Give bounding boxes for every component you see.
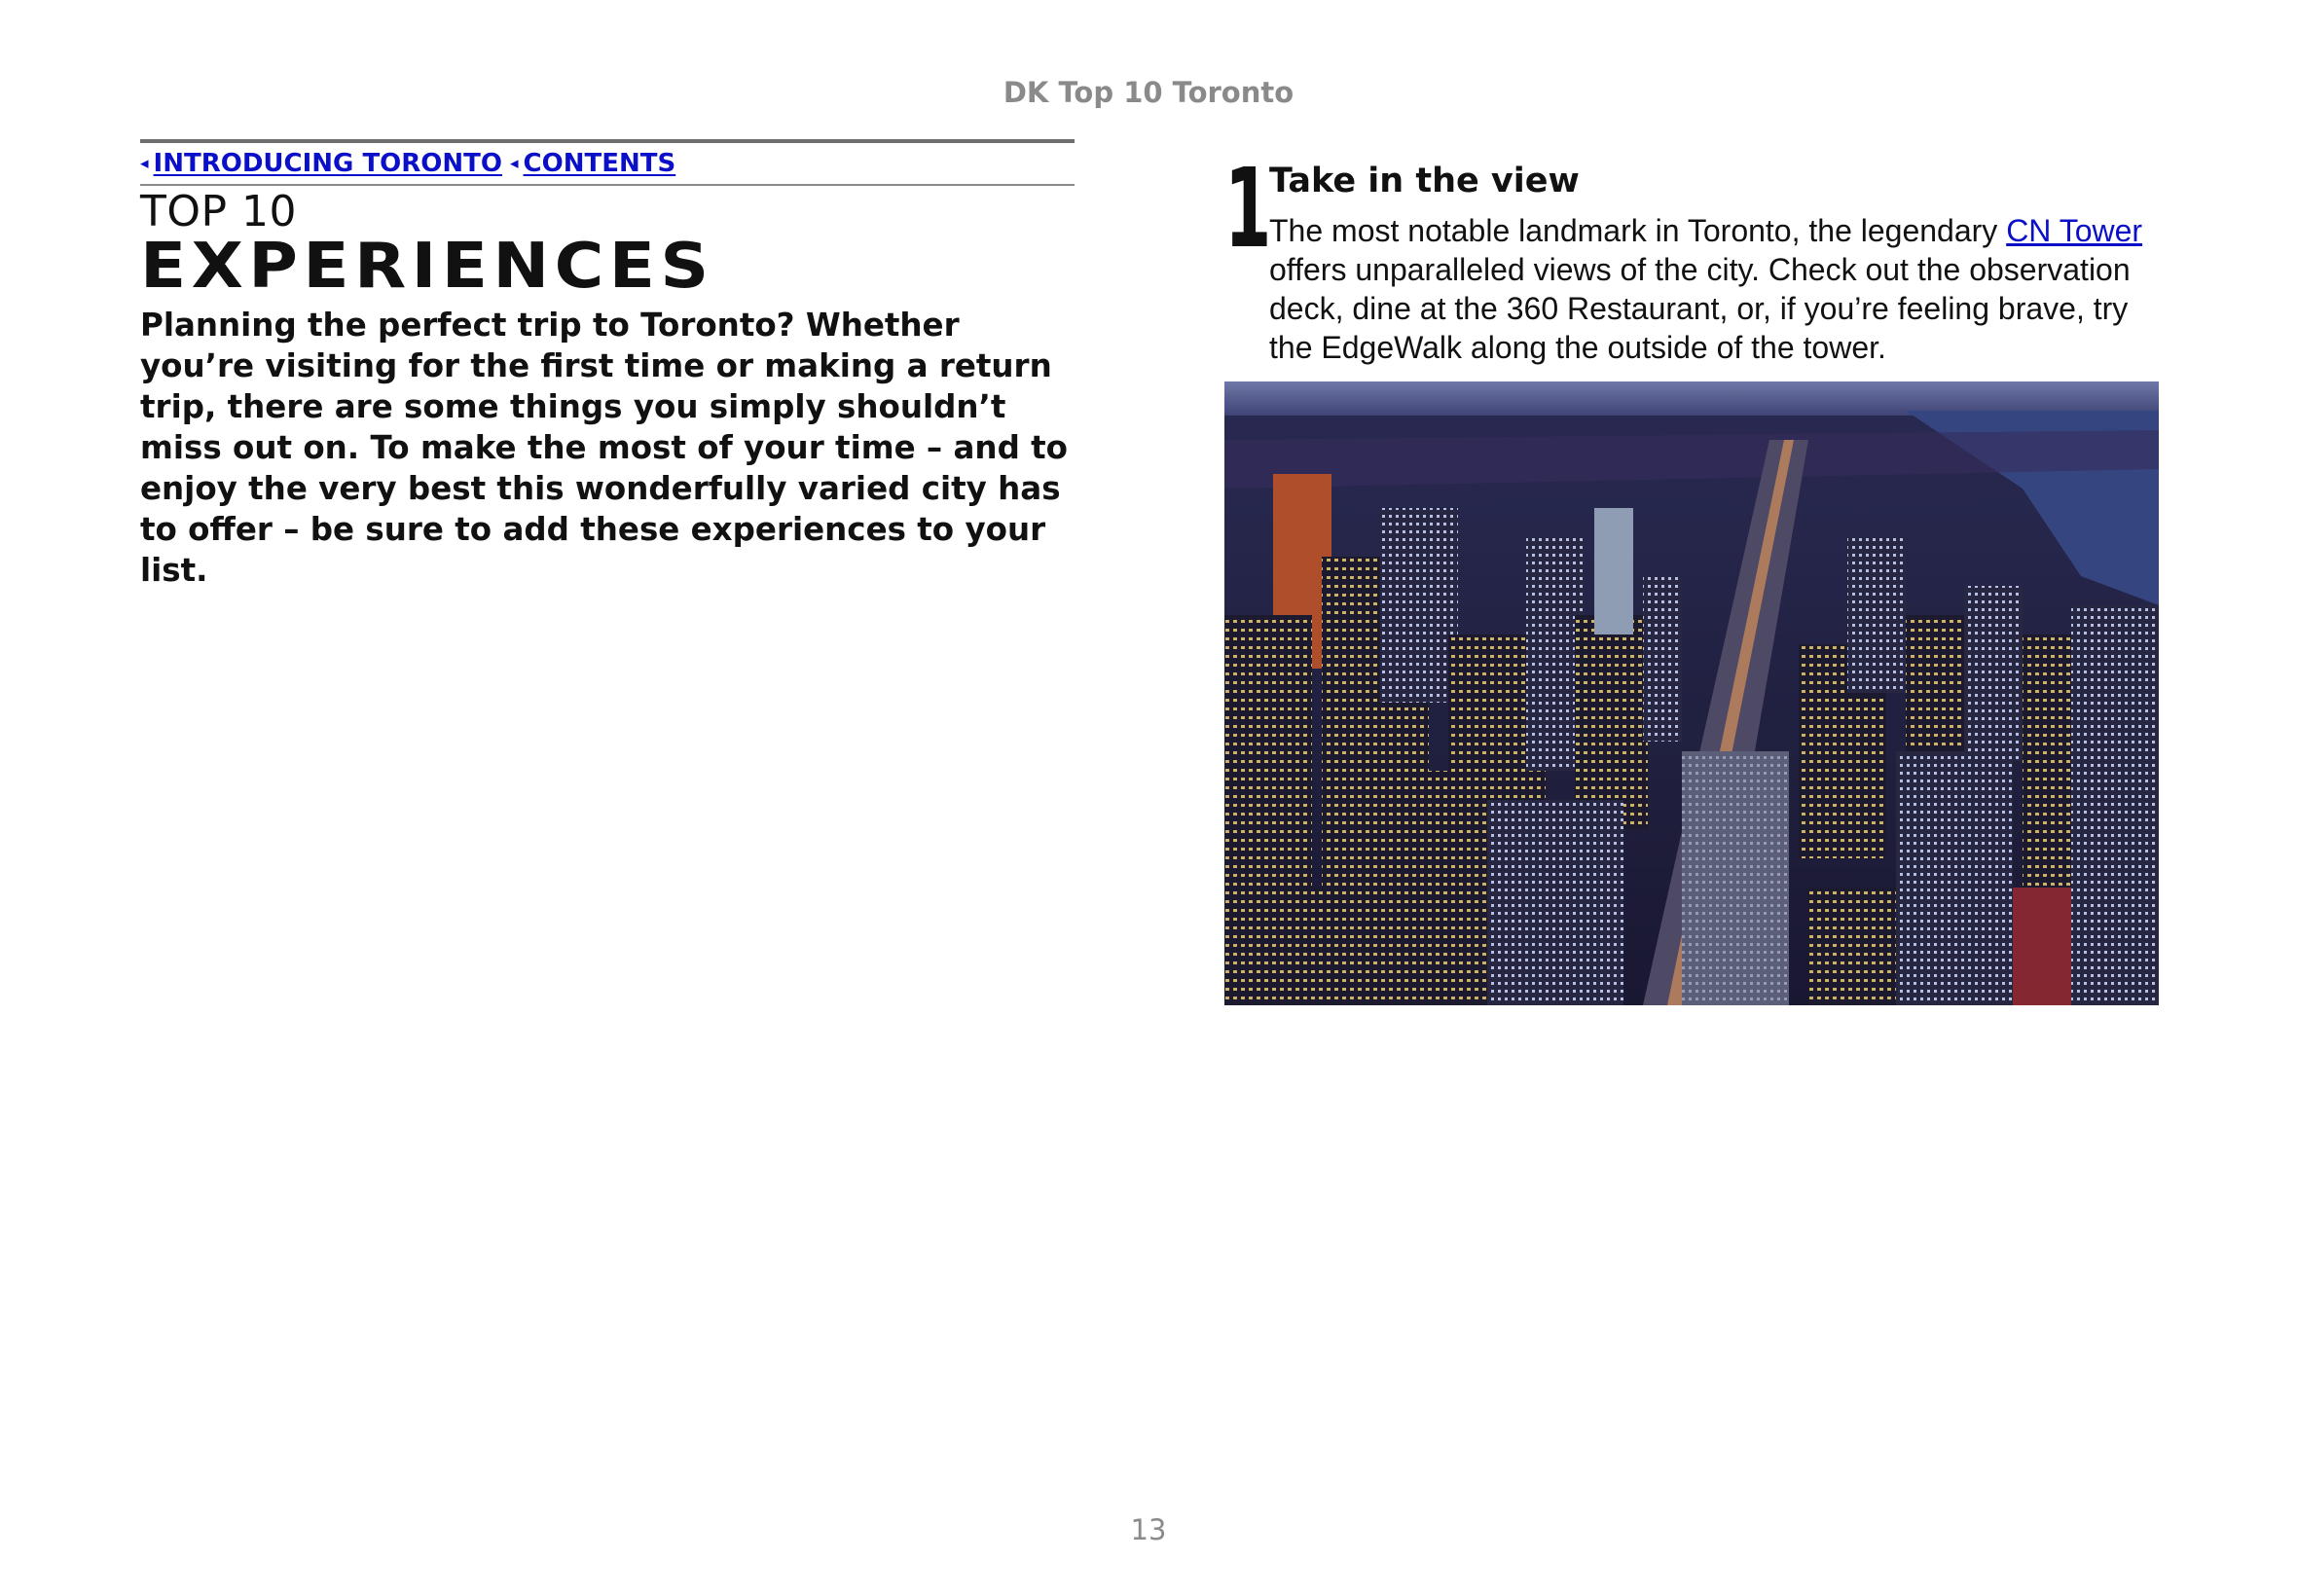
item-number: 1 bbox=[1224, 146, 1272, 272]
section-kicker: TOP 10 bbox=[140, 187, 298, 236]
section-title: EXPERIENCES bbox=[140, 231, 714, 303]
city-night-image bbox=[1224, 381, 2159, 1005]
back-arrow-icon: ◂ bbox=[510, 154, 519, 173]
left-column bbox=[140, 139, 1075, 591]
back-arrow-icon: ◂ bbox=[140, 154, 149, 173]
toronto-skyline-photo bbox=[1224, 381, 2159, 1005]
item-text-after-link: offers unparalleled views of the city. Check out the observation deck, dine at the 360 Restaurant, or, if you’re feeling brave, try the EdgeWalk along the outside of the tower. bbox=[1269, 252, 2131, 365]
item-title: Take in the view bbox=[1269, 162, 1580, 200]
breadcrumb bbox=[140, 139, 1075, 186]
item-body bbox=[1224, 211, 2159, 367]
item-text-before-link: The most notable landmark in Toronto, the legendary bbox=[1269, 213, 2007, 248]
page-number: 13 bbox=[1130, 1513, 1167, 1546]
introducing-toronto-label: INTRODUCING TORONTO bbox=[153, 149, 502, 178]
book-title: DK Top 10 Toronto bbox=[1003, 76, 1294, 109]
contents-label: CONTENTS bbox=[523, 149, 676, 178]
contents-link[interactable] bbox=[510, 149, 675, 178]
right-column bbox=[1224, 146, 2159, 367]
intro-paragraph: Planning the perfect trip to Toronto? Whether you’re visiting for the first time or making a return trip, there are some things you simply shouldn’t miss out on. To make the most of your time – and to enjoy the very best this wonderfully varied city has to offer – be sure to add these experiences to your list. bbox=[140, 307, 1069, 589]
cn-tower-link[interactable]: CN Tower bbox=[2006, 213, 2143, 248]
introducing-toronto-link[interactable] bbox=[140, 149, 502, 178]
